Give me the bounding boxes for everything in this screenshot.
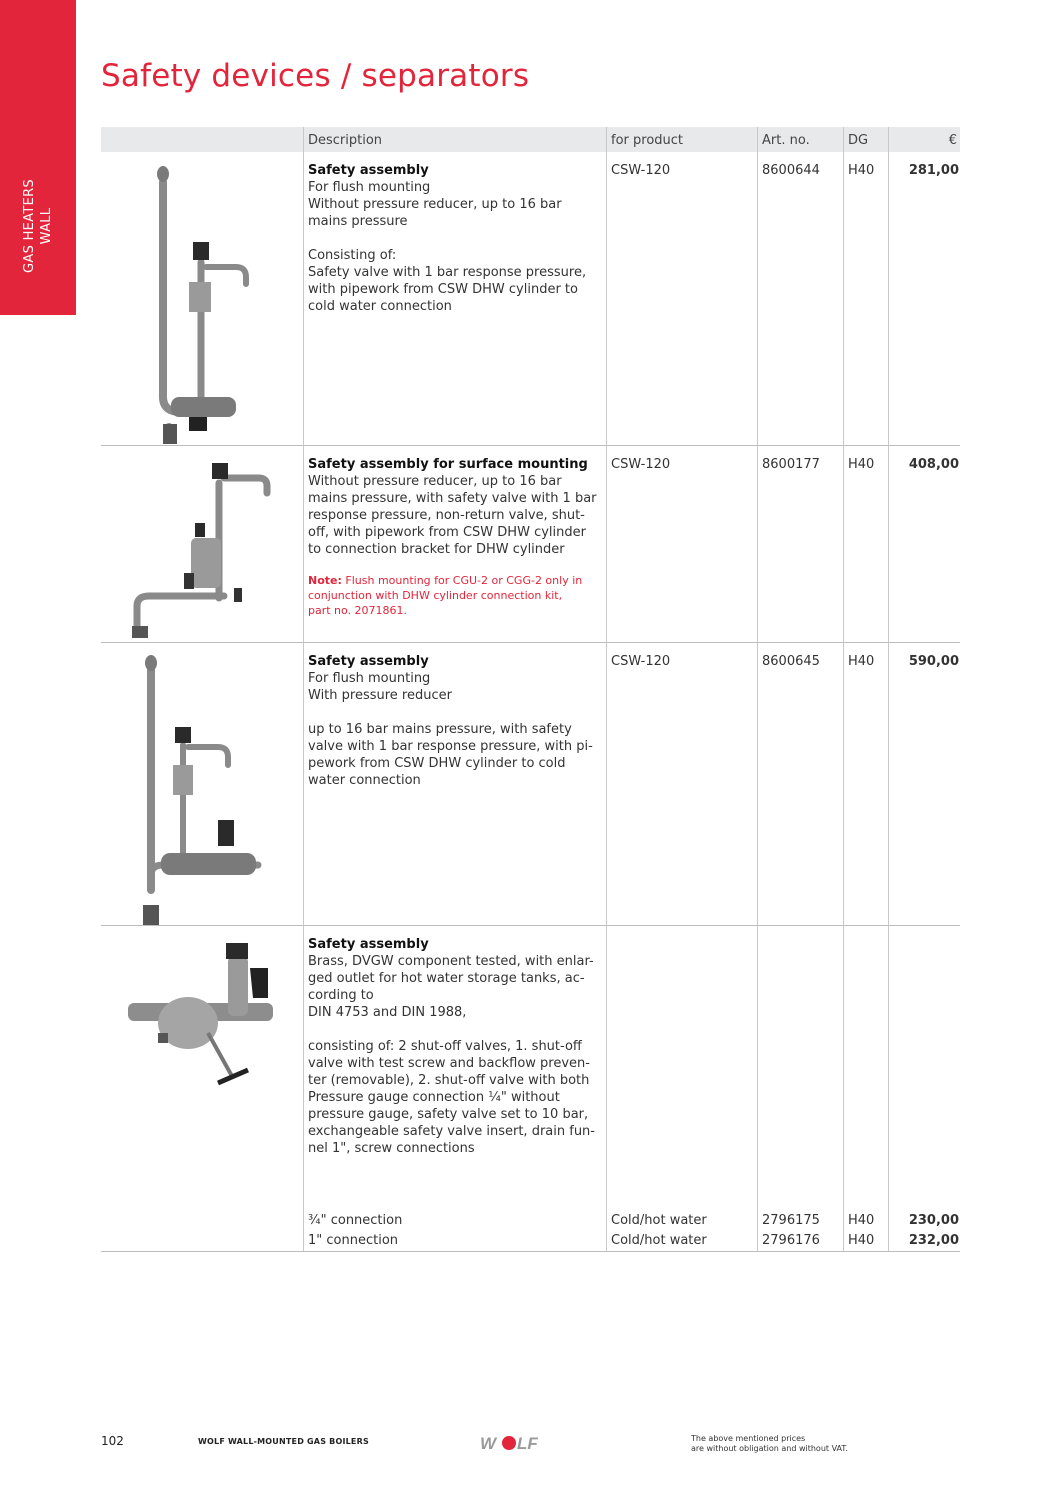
table-row	[101, 152, 960, 446]
variant-dg: H40	[848, 1213, 875, 1228]
header-art-no: Art. no.	[762, 133, 810, 148]
price-table	[101, 127, 960, 1252]
row-art-no: 8600177	[762, 457, 820, 472]
variant-description: 1" connection	[308, 1233, 399, 1248]
footer-brand-text: WOLF WALL-MOUNTED GAS BOILERS	[198, 1437, 369, 1446]
row-for-product: CSW-120	[611, 654, 671, 669]
page-number: 102	[101, 1434, 124, 1448]
variant-for-product: Cold/hot water	[611, 1213, 707, 1228]
table-row	[101, 926, 960, 1252]
variant-description: ¾" connection	[308, 1213, 403, 1228]
row-price: 590,00	[908, 654, 959, 669]
row-price: 281,00	[908, 163, 959, 178]
safety-assembly-flush-image	[131, 162, 261, 447]
row-for-product: CSW-120	[611, 457, 671, 472]
safety-assembly-surface-image	[129, 458, 274, 643]
row-dg: H40	[848, 163, 875, 178]
variant-dg: H40	[848, 1233, 875, 1248]
variant-for-product: Cold/hot water	[611, 1233, 707, 1248]
variant-art-no: 2796175	[762, 1213, 820, 1228]
price-disclaimer: The above mentioned prices are without obligation and without VAT.	[691, 1434, 848, 1453]
safety-assembly-brass-image	[123, 938, 283, 1093]
row-art-no: 8600645	[762, 654, 820, 669]
row-description: Safety assembly for surface mounting Without pressure reducer, up to 16 bar mains pressure, with safety valve with 1 bar response pressure, non-return valve, shut- off, with pipework from CSW DHW cylinder to connection bracket for DHW cylinder Note: Flush mounting for CGU-2 or CGG-2 only in conjunction with DHW cylinder connection kit, part no. 2071861.	[308, 456, 600, 618]
table-row	[101, 643, 960, 926]
row-for-product: CSW-120	[611, 163, 671, 178]
variant-price: 230,00	[908, 1213, 959, 1228]
svg-text:W: W	[480, 1434, 497, 1453]
row-dg: H40	[848, 654, 875, 669]
section-side-tab-label: GAS HEATERS WALL	[22, 179, 54, 273]
row-description: Safety assembly For flush mounting Without pressure reducer, up to 16 bar mains pressure Consisting of: Safety valve with 1 bar response pressure, with pipework from CSW DHW cylinder to cold water connection	[308, 163, 587, 314]
variant-art-no: 2796176	[762, 1233, 820, 1248]
table-row	[101, 446, 960, 643]
variant-price: 232,00	[908, 1233, 959, 1248]
row-description: Safety assembly For flush mounting With pressure reducer up to 16 bar mains pressure, with safety valve with 1 bar response pressure, with pi- pework from CSW DHW cylinder to cold water connection	[308, 654, 593, 788]
header-price: €	[948, 133, 957, 148]
section-side-tab	[0, 0, 76, 315]
row-art-no: 8600644	[762, 163, 820, 178]
safety-assembly-pressure-reducer-image	[123, 655, 268, 927]
header-dg: DG	[848, 133, 869, 148]
svg-text:LF: LF	[517, 1434, 538, 1453]
row-price: 408,00	[908, 457, 959, 472]
page-title: Safety devices / separators	[101, 58, 530, 94]
row-dg: H40	[848, 457, 875, 472]
row-description: Safety assembly Brass, DVGW component tested, with enlar- ged outlet for hot water storage tanks, ac- cording to DIN 4753 and DIN 1988, consisting of: 2 shut-off valves, 1. shut-off valve with test screw and backflow preven- ter (removable), 2. shut-off valve with both Pressure gauge connection ¼" without pressure gauge, safety valve set to 10 bar, exchangeable safety valve insert, drain fun- nel 1", screw connections	[308, 937, 595, 1156]
header-for-product: for product	[611, 133, 684, 148]
header-description: Description	[308, 133, 383, 148]
wolf-logo	[480, 1433, 546, 1453]
row-note: Note: Flush mounting for CGU-2 or CGG-2 only in conjunction with DHW cylinder connection kit, part no. 2071861.	[308, 574, 583, 617]
table-header	[101, 127, 960, 152]
